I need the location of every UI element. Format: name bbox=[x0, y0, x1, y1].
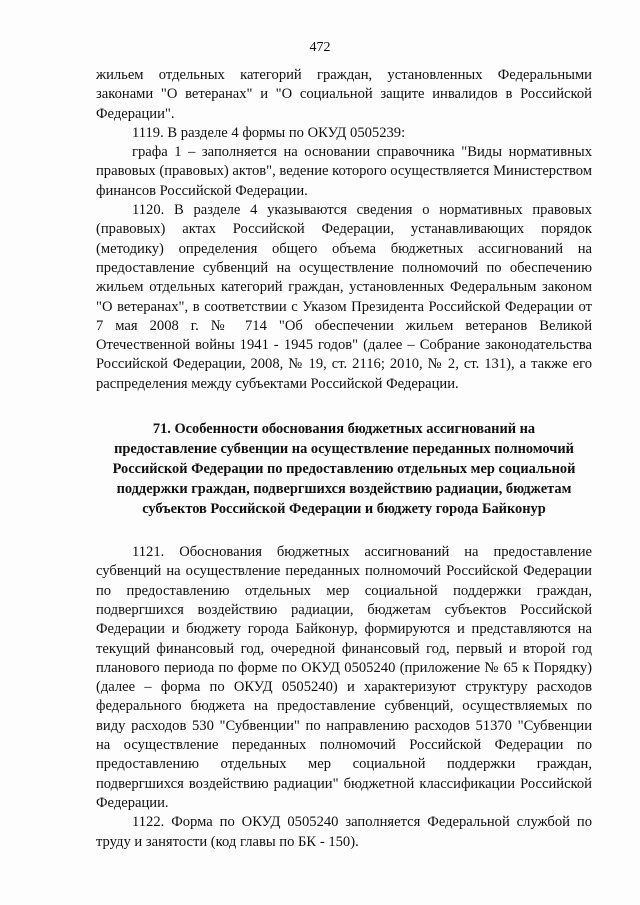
paragraph-1121: 1121. Обоснования бюджетных ассигнований на предоставление субвенций на осуществление переданных полномочий Российской Федерации по предоставлению отдельных мер социальной поддержки граждан, подвергшихся воздействию радиации, бюджетам субъектов Российской Федерации и бюджету города Байконур, формируются и представляются на текущий финансовый год, очередной финансовый год, первый и второй год планового периода по форме по ОКУД 0505240 (приложение № 65 к Порядку) (далее – форма по ОКУД 0505240) и характеризуют структуру расходов федерального бюджета на предоставление субвенций, осуществляемых по виду расходов 530 "Субвенции" по направлению расходов 51370 "Субвенции на осуществление переданных полномочий Российской Федерации по предоставлению отдельных мер социальной поддержки граждан, подвергшихся воздействию радиации" бюджетной классификации Российской Федерации. bbox=[96, 544, 592, 811]
paragraph-1119: 1119. В разделе 4 формы по ОКУД 0505239: bbox=[132, 124, 406, 141]
heading-line: предоставление субвенции на осуществление переданных полномочий bbox=[114, 441, 574, 458]
page-number: 472 bbox=[309, 40, 331, 55]
heading-line: поддержки граждан, подвергшихся воздействию радиации, бюджетам bbox=[116, 481, 572, 498]
paragraph-1122: 1122. Форма по ОКУД 0505240 заполняется Федеральной службой по труду и занятости (код главы по БК - 150). bbox=[96, 814, 592, 850]
paragraph-1119-column-1: графа 1 – заполняется на основании справочника "Виды нормативных правовых (правовых) актов", ведение которого осуществляется Министерством финансов Российской Федерации. bbox=[96, 144, 592, 199]
heading-line: субъектов Российской Федерации и бюджету города Байконур bbox=[142, 501, 546, 518]
document-body bbox=[96, 66, 592, 852]
paragraph-continuation: жильем отдельных категорий граждан, установленных Федеральными законами "О ветеранах" и "О социальной защите инвалидов в Российской Федерации". bbox=[96, 67, 592, 122]
paragraph-1120: 1120. В разделе 4 указываются сведения о нормативных правовых (правовых) актах Российской Федерации, устанавливающих порядок (методику) определения общего объема бюджетных ассигнований на предоставление субвенций на осуществление полномочий по обеспечению жильем отдельных категорий граждан, установленных Федеральным законом "О ветеранах", в соответствии с Указом Президента Российской Федерации от 7 мая 2008 г. № 714 "Об обеспечении жильем ветеранов Великой Отечественной войны 1941 - 1945 годов" (далее – Собрание законодательства Российской Федерации, 2008, № 19, ст. 2116; 2010, № 2, ст. 131), а также его распределения между субъектами Российской Федерации. bbox=[96, 202, 592, 392]
section-heading-71 bbox=[96, 419, 592, 519]
heading-line: 71. Особенности обоснования бюджетных ассигнований на bbox=[152, 421, 536, 438]
heading-line: Российской Федерации по предоставлению отдельных мер социальной bbox=[112, 461, 576, 478]
